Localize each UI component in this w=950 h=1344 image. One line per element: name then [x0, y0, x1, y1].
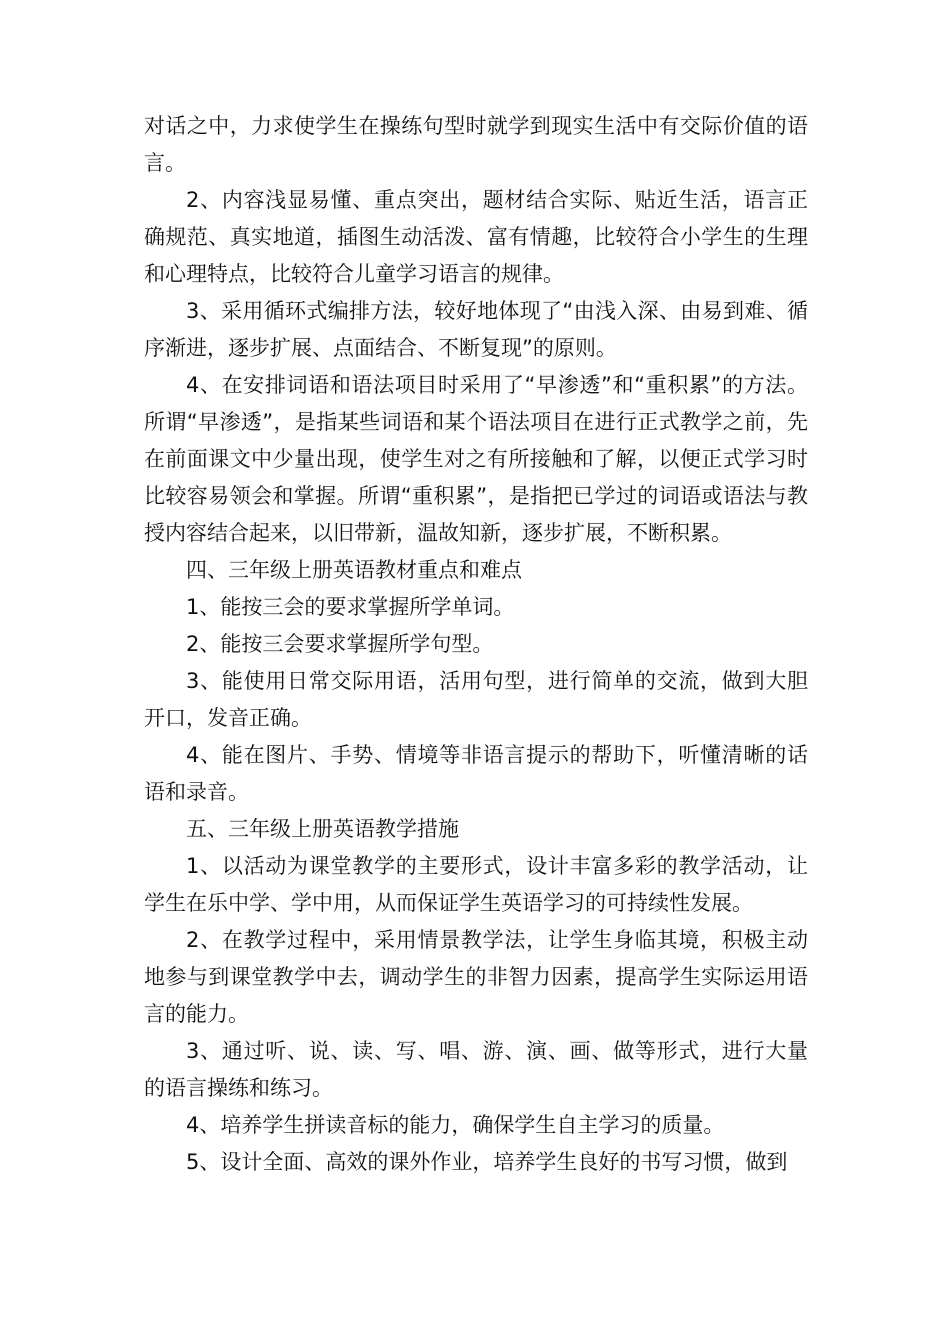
list-item-measure-3: 3、通过听、说、读、写、唱、游、演、画、做等形式，进行大量的语言操练和练习。: [144, 1039, 808, 1100]
paragraph-continuation: 对话之中，力求使学生在操练句型时就学到现实生活中有交际价值的语言。: [144, 114, 808, 175]
paragraph-item-2-content: 2、内容浅显易懂、重点突出，题材结合实际、贴近生活，语言正确规范、真实地道，插图生动活泼、富有情趣，比较符合小学生的生理和心理特点，比较符合儿童学习语言的规律。: [144, 188, 808, 286]
section-heading-key-points: 四、三年级上册英语教材重点和难点: [186, 558, 522, 582]
paragraph-item-4-vocabulary: 4、在安排词语和语法项目时采用了“早渗透”和“重积累”的方法。所谓“早渗透”，是指某些词语和某个语法项目在进行正式教学之前，先在前面课文中少量出现，使学生对之有所接触和了解，以便正式学习时比较容易领会和掌握。所谓“重积累”，是指把已学过的词语或语法与教授内容结合起来，以旧带新，温故知新，逐步扩展，不断积累。: [144, 373, 808, 545]
list-item-measure-5: 5、设计全面、高效的课外作业，培养学生良好的书写习惯，做到: [186, 1150, 788, 1174]
list-item-measure-1: 1、以活动为课堂教学的主要形式，设计丰富多彩的教学活动，让学生在乐中学、学中用，从而保证学生英语学习的可持续性发展。: [144, 854, 808, 915]
list-item-key-point-4: 4、能在图片、手势、情境等非语言提示的帮助下，听懂清晰的话语和录音。: [144, 743, 808, 804]
list-item-key-point-1: 1、能按三会的要求掌握所学单词。: [186, 595, 515, 619]
list-item-key-point-2: 2、能按三会要求掌握所学句型。: [186, 632, 494, 656]
list-item-key-point-3: 3、能使用日常交际用语，活用句型，进行简单的交流，做到大胆开口，发音正确。: [144, 669, 808, 730]
list-item-measure-4: 4、培养学生拼读音标的能力，确保学生自主学习的质量。: [186, 1113, 725, 1137]
paragraph-item-3-arrangement: 3、采用循环式编排方法，较好地体现了“由浅入深、由易到难、循序渐进，逐步扩展、点面结合、不断复现”的原则。: [144, 299, 808, 360]
list-item-measure-2: 2、在教学过程中，采用情景教学法，让学生身临其境，积极主动地参与到课堂教学中去，调动学生的非智力因素，提高学生实际运用语言的能力。: [144, 928, 808, 1026]
document-body: [144, 108, 808, 1181]
section-heading-measures: 五、三年级上册英语教学措施: [186, 817, 459, 841]
